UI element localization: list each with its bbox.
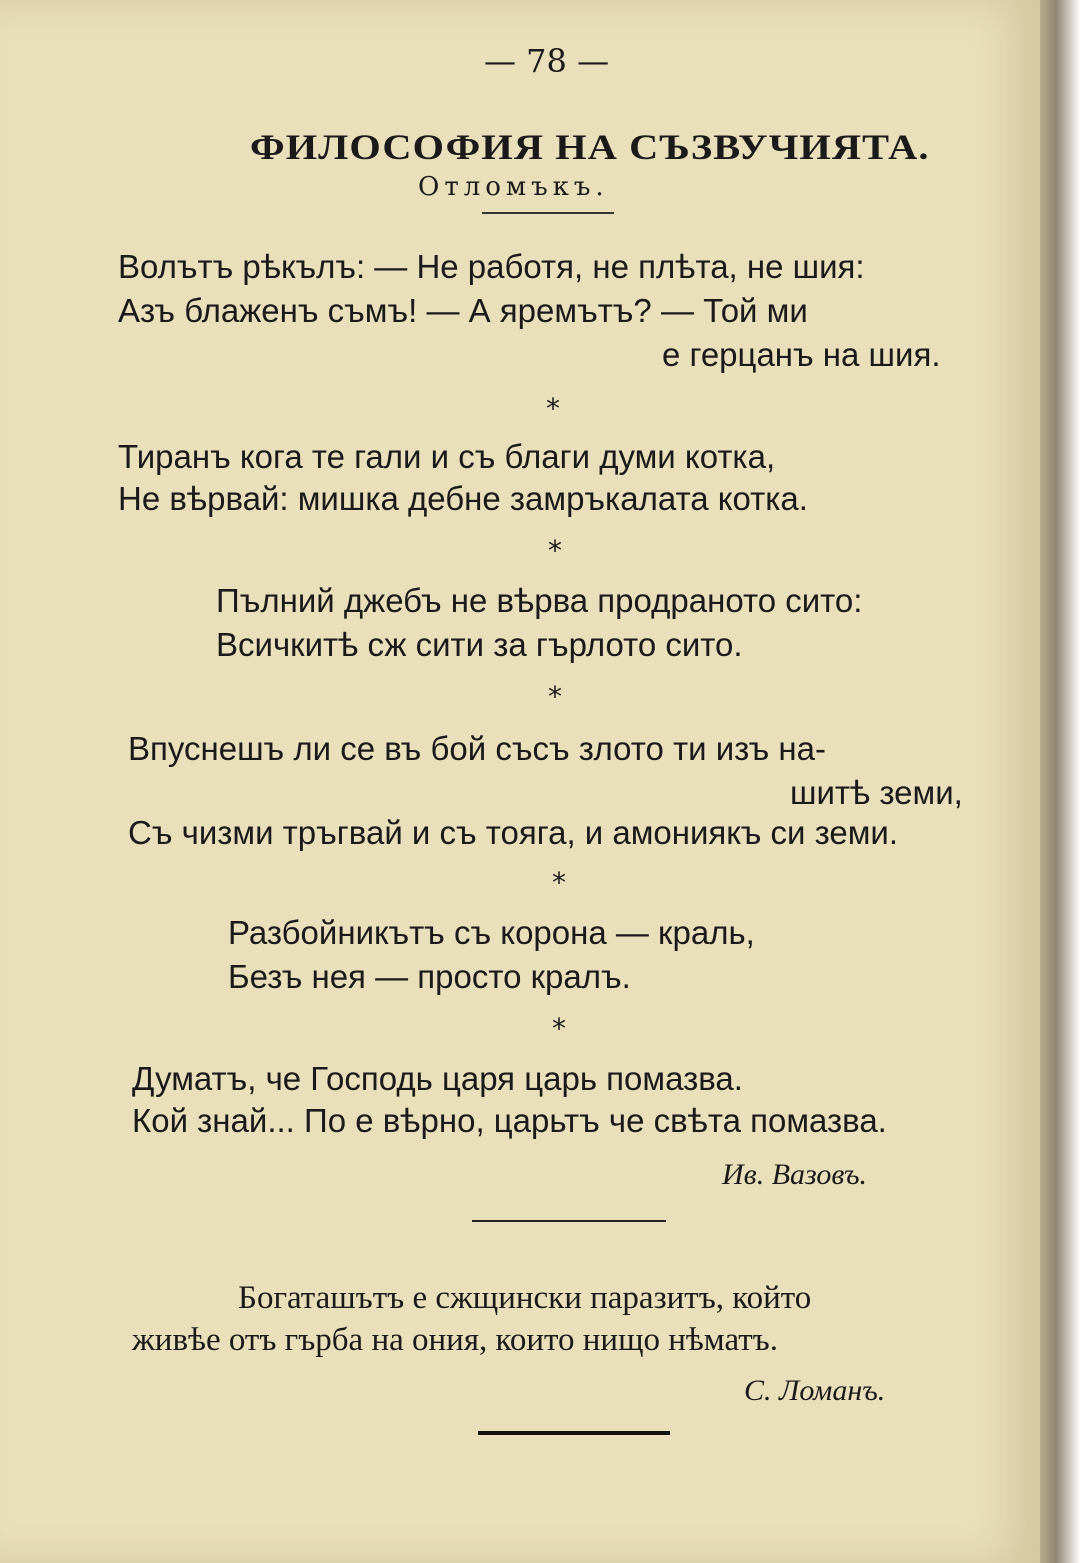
stanza-6-line-2: Кой знай... По е вѣрно, царьтъ че свѣта помазва.: [132, 1102, 887, 1139]
author-signature-vazov: Ив. Вазовъ.: [722, 1158, 868, 1191]
section-asterisk: *: [552, 866, 566, 899]
stanza-5-line-2: Безъ нея — просто кралъ.: [228, 958, 631, 995]
page-edge-shadow: [1040, 0, 1080, 1563]
stanza-3-line-2: Всичкитѣ сж сити за гърлото сито.: [216, 626, 743, 663]
section-divider: [472, 1220, 666, 1222]
stanza-4-line-1: Впуснешъ ли се въ бой съсъ злото ти изъ на-: [128, 730, 826, 767]
stanza-1-line-1: Волътъ рѣкълъ: — Не работя, не плѣта, не шия:: [118, 248, 865, 285]
section-asterisk: *: [552, 1012, 566, 1045]
section-asterisk: *: [548, 534, 562, 567]
quote-line-2: живѣе отъ гърба на ония, които нищо нѣматъ.: [132, 1322, 778, 1358]
stanza-4-line-3: Съ чизми тръгвай и съ тояга, и амониякъ си земи.: [128, 814, 899, 851]
section-asterisk: *: [546, 392, 560, 425]
quote-line-1: Богаташътъ е сжщински паразитъ, който: [238, 1280, 812, 1316]
stanza-2-line-1: Тиранъ кога те гали и съ благи думи котка,: [118, 438, 776, 475]
stanza-1-line-2: Азъ блаженъ съмъ! — А яремътъ? — Той ми: [118, 292, 808, 329]
title-divider: [482, 212, 614, 214]
section-asterisk: *: [548, 680, 562, 713]
end-divider: [478, 1431, 670, 1435]
author-signature-loman: С. Ломанъ.: [744, 1374, 886, 1407]
stanza-1-line-3: е герцанъ на шия.: [662, 336, 941, 373]
stanza-3-line-1: Пълний джебъ не вѣрва продраното сито:: [216, 582, 863, 619]
poem-subtitle: Отломъкъ.: [418, 172, 609, 202]
stanza-4-line-2: шитѣ земи,: [790, 774, 963, 811]
page-number: — 78 —: [484, 42, 610, 80]
stanza-2-line-2: Не вѣрвай: мишка дебне замръкалата котка.: [118, 480, 808, 517]
poem-title: ФИЛОСОФИЯ НА СЪЗВУЧИЯТА.: [250, 127, 930, 167]
stanza-6-line-1: Думатъ, че Господь царя царь помазва.: [132, 1060, 743, 1097]
stanza-5-line-1: Разбойникътъ съ корона — краль,: [228, 914, 755, 951]
